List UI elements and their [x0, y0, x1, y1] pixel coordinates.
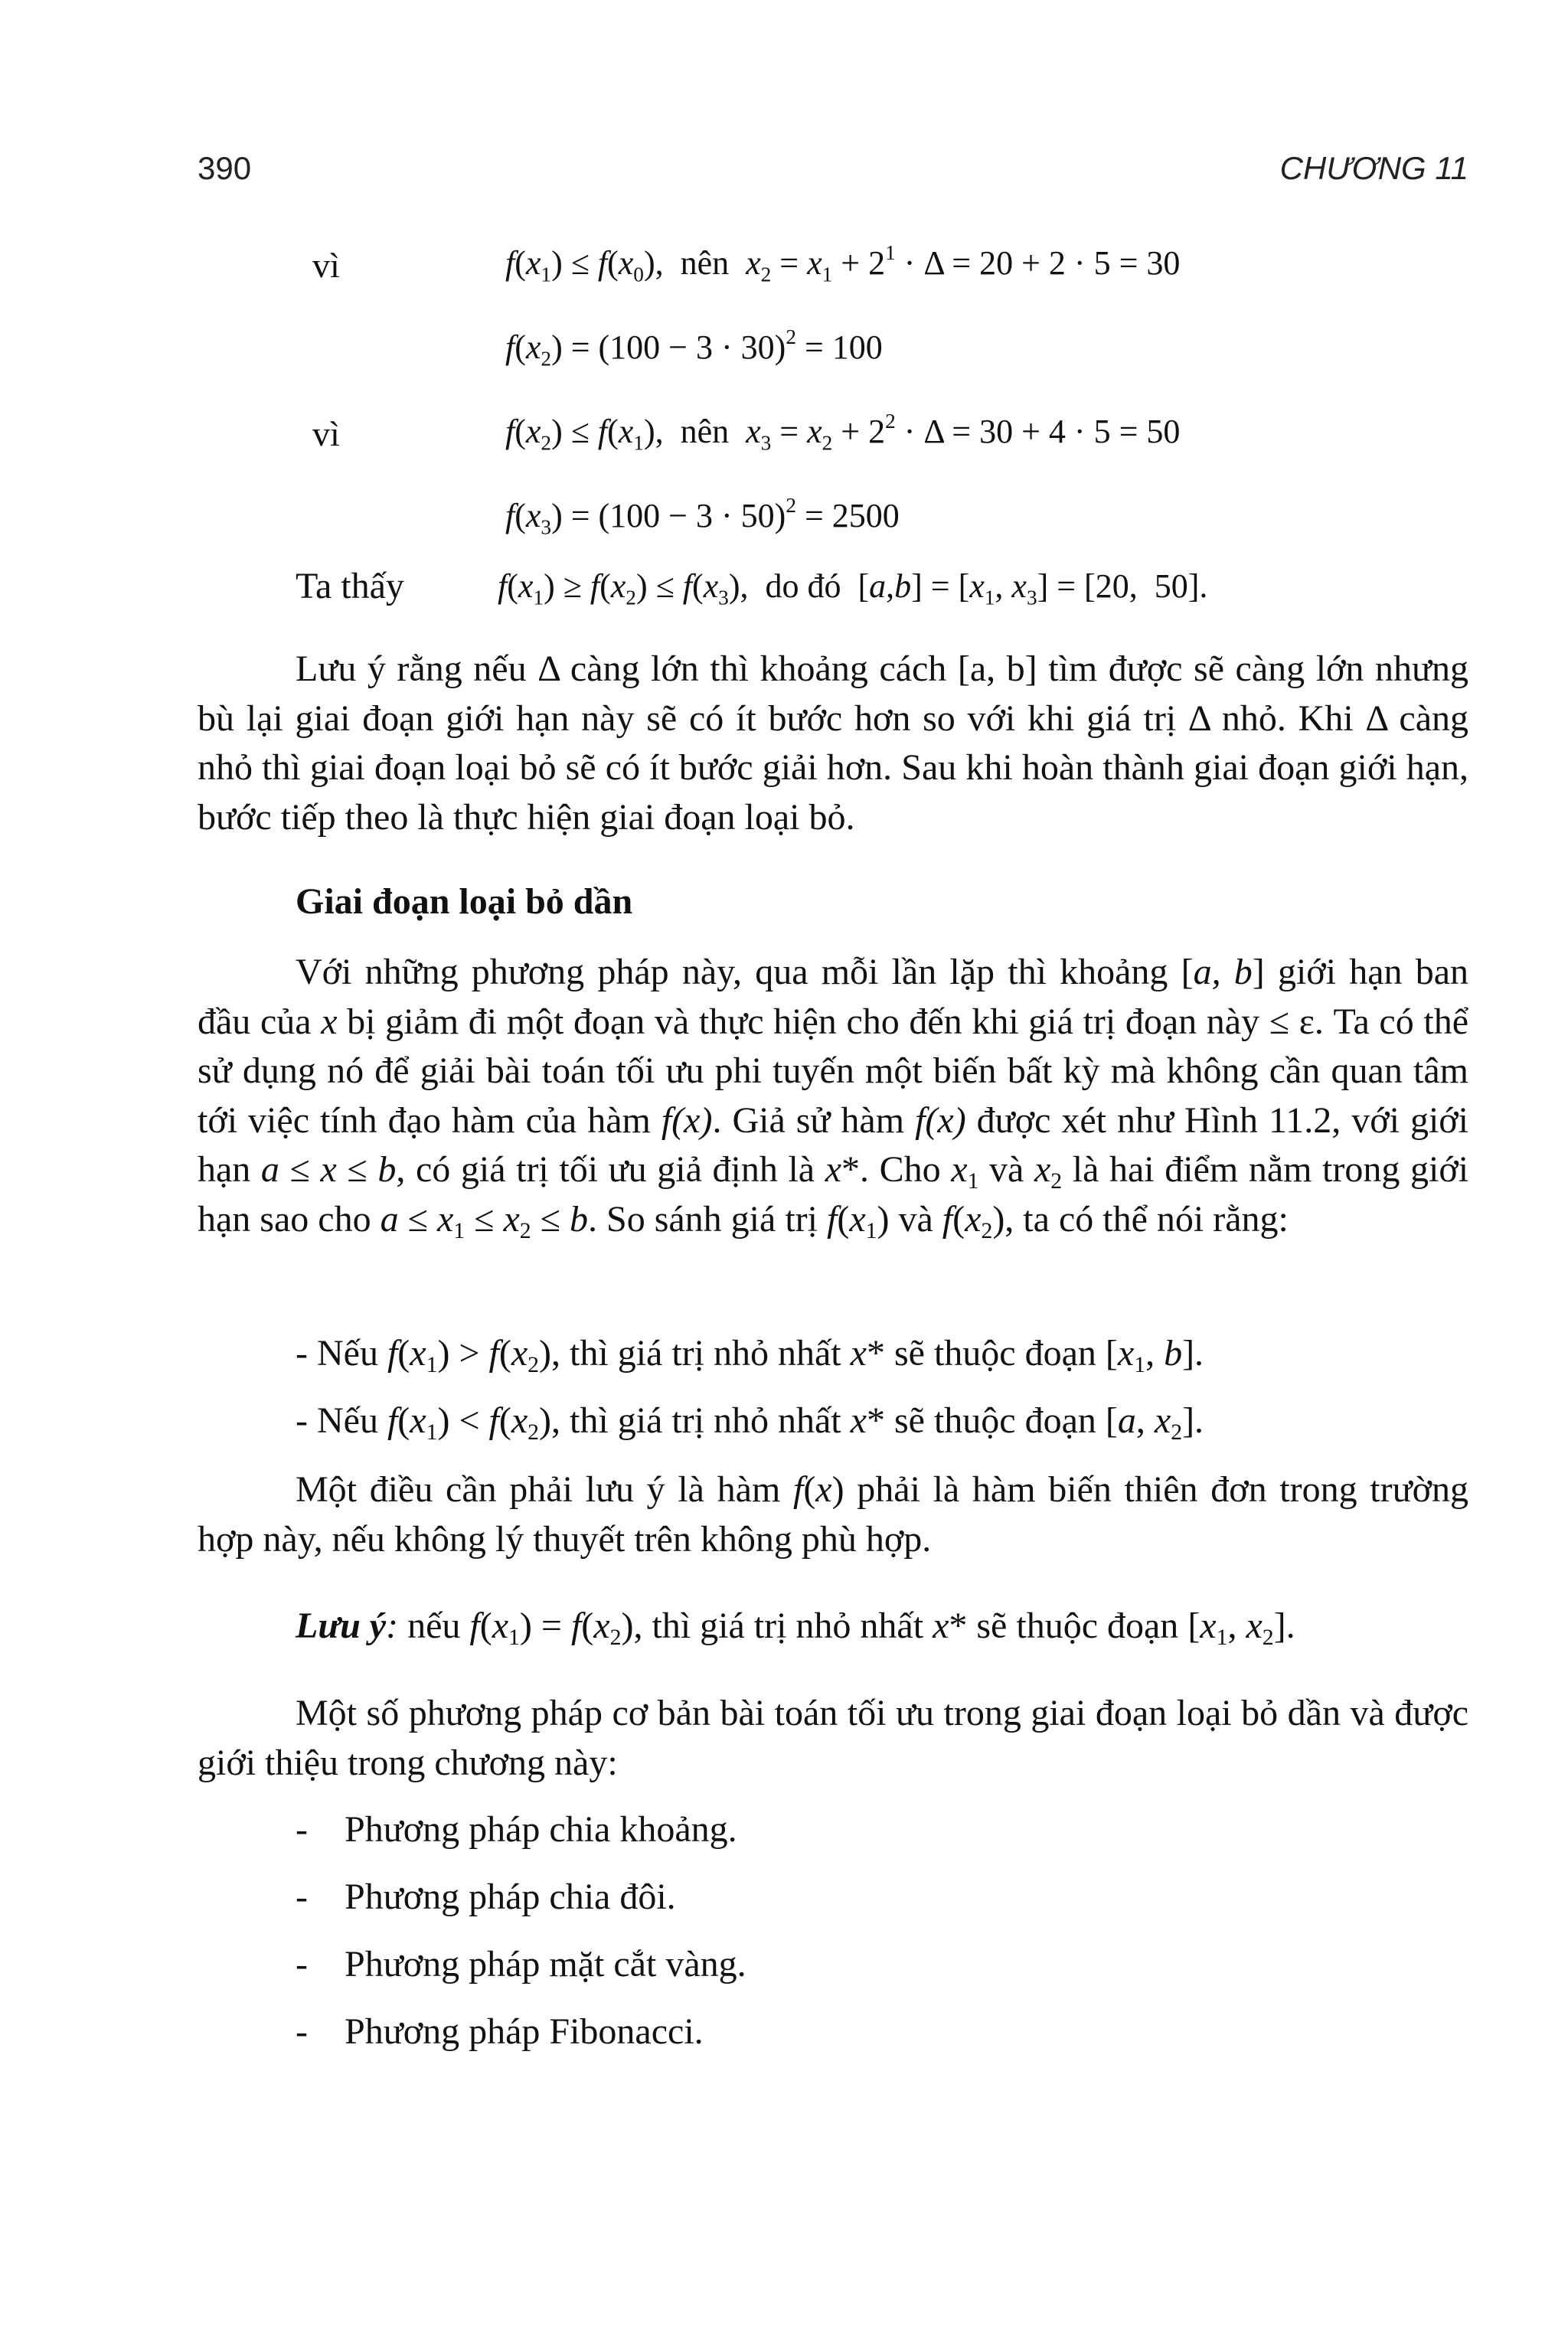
derivation-label-vi-2: vì: [312, 414, 340, 453]
equation-step-2: $f(x_2) \le f(x_1)$, nên $x_3 = x_2 + 2^2 \cdot \Delta = 30 + 4 \cdot 5 = 50$: [505, 409, 1181, 455]
word-do-do: do đó: [765, 567, 841, 605]
method-item: - Phương pháp chia đôi.: [296, 1877, 676, 1917]
monotonic-paragraph: Một điều cần phải lưu ý là hàm f(x) phải là hàm biến thiên đơn trong trường hợp này, nếu không lý thuyết trên không phù hợp.: [198, 1469, 1468, 1560]
note-label: Lưu ý: [296, 1606, 387, 1646]
derivation-label-vi-1: vì: [312, 246, 340, 285]
elimination-paragraph: Với những phương pháp này, qua mỗi lần lặp thì khoảng [a, b] giới hạn ban đầu của x bị giảm đi một đoạn và thực hiện cho đến khi giá trị đoạn này ≤ ε. Ta có thể sử dụng nó để giải bài toán tối ưu phi tuyến một biến bất kỳ mà không cần quan tâm tới việc tính đạo hàm của hàm f(x). Giả sử hàm f(x) được xét như Hình 11.2, với giới hạn a ≤ x ≤ b, có giá trị tối ưu giả định là x*. Cho $x_1$ và $x_2$ là hai điểm nằm trong giới hạn sao cho $a \le x_1 \le x_2 \le b$. So sánh giá trị $f(x_1)$ và $f(x_2)$, ta có thể nói rằng:: [198, 952, 1469, 1243]
word-nen: nên: [680, 244, 730, 282]
equation-f-x3: $f(x_3) = (100 - 3 \cdot 50)^2 = 2500$: [505, 493, 900, 539]
method-item: - Phương pháp chia khoảng.: [296, 1809, 737, 1850]
page-header: [198, 150, 1468, 196]
method-item: - Phương pháp mặt cắt vàng.: [296, 1944, 746, 1984]
method-item: - Phương pháp Fibonacci.: [296, 2011, 704, 2052]
equation-f-x2: $f(x_2) = (100 - 3 \cdot 30)^2 = 100$: [505, 325, 883, 371]
methods-intro: Một số phương pháp cơ bản bài toán tối ưu trong giai đoạn loại bỏ dần và được giới thiệu trong chương này:: [198, 1693, 1468, 1783]
section-heading: Giai đoạn loại bỏ dần: [296, 881, 633, 922]
word-nen-2: nên: [680, 413, 730, 450]
rule-item-1: - Nếu $f(x_1) > f(x_2)$, thì giá trị nhỏ nhất x* sẽ thuộc đoạn [$x_1$, b].: [296, 1333, 1204, 1377]
rule-item-2: - Nếu $f(x_1) < f(x_2)$, thì giá trị nhỏ nhất x* sẽ thuộc đoạn [a, $x_2$].: [296, 1400, 1204, 1445]
chapter-title: CHƯƠNG 11: [1279, 150, 1468, 186]
equation-step-1: $f(x_1) \le f(x_0)$, nên $x_2 = x_1 + 2^1 \cdot \Delta = 20 + 2 \cdot 5 = 30$: [505, 240, 1181, 286]
derivation-label-ta-thay: Ta thấy: [296, 566, 404, 606]
equation-conclusion: $f(x_1) \ge f(x_2) \le f(x_3)$, do đó $[a,b] = [x_1$, $x_3] = [20$, 50].: [498, 567, 1208, 609]
remark-paragraph: Lưu ý rằng nếu Δ càng lớn thì khoảng cách [a, b] tìm được sẽ càng lớn nhưng bù lại giai đoạn giới hạn này sẽ có ít bước hơn so với khi giá trị Δ nhỏ. Khi Δ càng nhỏ thì giai đoạn loại bỏ sẽ có ít bước giải hơn. Sau khi hoàn thành giai đoạn giới hạn, bước tiếp theo là thực hiện giai đoạn loại bỏ.: [198, 648, 1468, 838]
page-number: 390: [198, 150, 252, 186]
note-line: Lưu ý: nếu $f(x_1) = f(x_2)$, thì giá trị nhỏ nhất x* sẽ thuộc đoạn [$x_1$, $x_2$].: [296, 1606, 1295, 1650]
